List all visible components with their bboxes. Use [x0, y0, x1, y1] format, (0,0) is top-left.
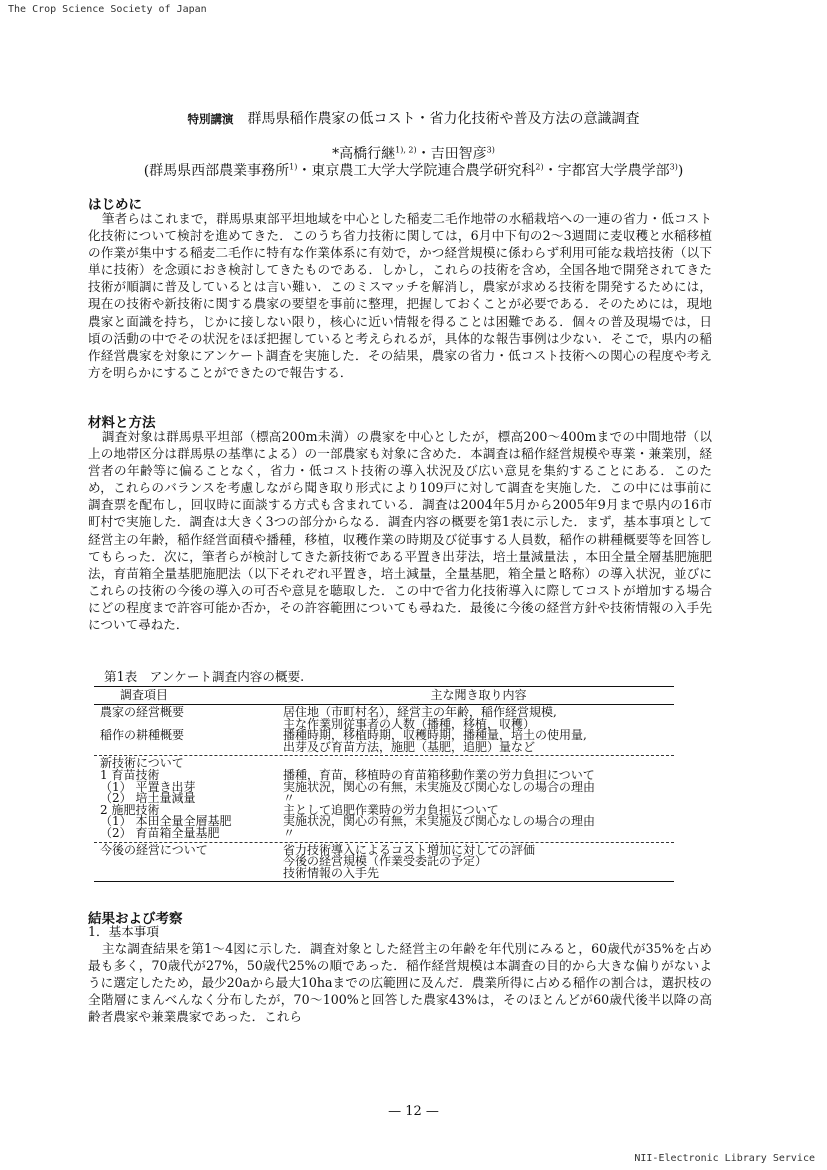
table-bottom-rule	[94, 881, 674, 882]
table-cell-content: 主な作業別従事者の人数（播種，移植，収穫）	[283, 716, 536, 731]
author-2-affil-sup: 3)	[486, 145, 495, 155]
results-heading: 結果および考察	[88, 911, 183, 927]
table-cell-content: 出芽及び育苗方法，施肥（基肥，追肥）量など	[283, 739, 536, 754]
table-col1-header: 調査項目	[120, 688, 169, 702]
methods-paragraph: 調査対象は群馬県平坦部（標高200m未満）の農家を中心としたが，標高200～400mまでの中間地帯（以上の地帯区分は群馬県の基準による）の一部農家も対象に含めた．本調査は稲作経営規模や専業・兼業別，経営者の年齢等に偏ることなく，省力・低コスト技術の導入状況及び広い意見を集約することにある．このため，これらのバランスを考慮しながら聞き取り形式により109戸に対して調査を実施した．この中には事前に調査票を配布し，回収時に面談する方式も含まれている．調査は2004年5月から2005年9月まで県内の16市町村で実施した．調査は大きく3つの部分からなる．調査内容の概要を第1表に示した．まず，基本事項として経営主の年齢，稲作経営面積や播種，移植，収穫作業の時期及び従事する人員数，稲作の耕種概要等を回答してもらった．次に，筆者らが検討してきた新技術である平置き出芽法，培土量減量法 ，本田全量全層基肥施肥法，育苗箱全量基肥施肥法（以下それぞれ平置き，培土減量，全量基肥，箱全量と略称）の導入状況，並びにこれらの技術の今後の導入の可否や意見を聴取した．この中で省力化技術導入に際してコストが増加する場合にどの程度まで許容可能か否か，その許容範囲についても尋ねた．最後に今後の経営方針や技術情報の入手先について尋ねた．	[88, 429, 713, 633]
author-1: *高橋行継	[332, 146, 396, 162]
table-cell-item: （1） 平置き出芽	[100, 779, 196, 794]
table-cell-content: 播種，育苗，移植時の育苗箱移動作業の労力負担について	[283, 767, 595, 782]
affil-part-2: ・東京農工大学大学院連合農学研究科	[297, 163, 536, 179]
table-row	[94, 865, 674, 880]
table-group	[94, 756, 674, 841]
table-cell-item: （2） 育苗箱全量基肥	[100, 825, 220, 840]
results-subheading: 1．基本事項	[88, 924, 159, 939]
table-cell-item	[94, 856, 283, 868]
table-cell-content: 〃	[283, 825, 296, 840]
table-col2-header: 主な聞き取り内容	[430, 688, 527, 702]
table-cell-item: 1 育苗技術	[100, 767, 160, 782]
affil-sup-2: 2)	[535, 162, 544, 172]
affil-part-1: (群馬県西部農業事務所	[143, 163, 290, 179]
paper-title-line	[0, 108, 827, 128]
table-row	[94, 825, 674, 840]
library-footer: NII-Electronic Library Service	[634, 1153, 815, 1164]
table-group	[94, 843, 674, 882]
table-cell-item: 農家の経営概要	[100, 705, 185, 719]
table-cell-content: 実施状況，関心の有無，未実施及び関心なしの場合の理由	[283, 779, 596, 794]
table-cell-item: 今後の経営について	[100, 842, 208, 857]
affil-sup-3: 3)	[669, 162, 678, 172]
table-cell-item: （2） 培土量減量	[100, 791, 196, 806]
table-cell-content: 〃	[283, 791, 296, 806]
table-cell-item: 稲作の耕種概要	[100, 728, 185, 743]
affil-part-4: )	[677, 163, 684, 179]
results-paragraph: 主な調査結果を第1～4図に示した．調査対象とした経営主の年齢を年代別にみると，60歳代が35%を占め最も多く，70歳代が27%，50歳代25%の順であった．稲作経営規模は本調査の目的から大きな偏りがないように選定したため，最少20aから最大10haまでの広範囲に及んだ．農業所得に占める稲作の割合は，選択枝の全階層にまんべんなく分布したが，70～100%と回答した農家43%は，そのほとんどが60歳代後半以降の高齢者農家や兼業農家であった．これら	[88, 941, 712, 1025]
methods-heading: 材料と方法	[88, 415, 156, 431]
table-cell-content: 今後の経営規模（作業受委託の予定）	[283, 854, 488, 869]
table-cell-item	[94, 868, 283, 880]
table-cell-content: 主として追肥作業時の労力負担について	[283, 802, 499, 817]
affil-sup-1: 1)	[289, 162, 298, 172]
intro-heading: はじめに	[88, 197, 142, 213]
lecture-tag: 特別講演	[187, 112, 234, 126]
table-cell-content: 技術情報の入手先	[283, 865, 380, 880]
table-cell-content: 実施状況，関心の有無，未実施及び関心なしの場合の理由	[283, 814, 596, 829]
table-cell-item: （1） 本田全量全層基肥	[100, 814, 232, 829]
intro-paragraph: 筆者らはこれまで，群馬県東部平坦地域を中心とした稲麦二毛作地帯の水稲栽培への一連の省力・低コスト化技術について検討を進めてきた．このうち省力技術に関しては，6月中下旬の2～3週間に麦収穫と水稲移植の作業が集中する稲麦二毛作に特有な作業体系に有効で，かつ経営規模に係わらず利用可能な栽培技術（以下単に技術）を念頭におき検討してきたものである．しかし，これらの技術を含め，全国各地で開発されてきた技術が順調に普及しているとは言い難い．このミスマッチを解消し，農家が求める技術を開発するためには，現在の技術や新技術に関する農家の要望を事前に整理，把握しておくことが必要である．そのためには，現地農家と面識を持ち，じかに接しない限り，核心に近い情報を得ることは困難である．個々の普及現場では，日頃の活動の中でその状況をほぼ把握していると考えられるが，具体的な報告事例は少ない．そこで，県内の稲作経営農家を対象にアンケート調査を実施した．その結果，農家の省力・低コスト技術への関心の程度や考え方を明らかにすることができたので報告する．	[88, 211, 712, 380]
table-cell-content: 省力技術導入によるコスト増加に対しての評価	[283, 842, 536, 857]
affiliation-line	[0, 160, 827, 180]
table-cell-content: 播種時期，移植時期，収穫時期，播種量，培土の使用量,	[283, 728, 587, 743]
table-body	[94, 705, 674, 881]
author-2: ・吉田智彦	[416, 146, 487, 162]
table-header-row	[94, 687, 674, 704]
survey-table	[94, 686, 674, 882]
page-number: — 12 —	[388, 1104, 439, 1119]
table-row	[94, 856, 674, 868]
paper-title: 群馬県稲作農家の低コスト・省力化技術や普及方法の意識調査	[247, 111, 640, 127]
affil-part-3: ・宇都宮大学農学部	[543, 163, 670, 179]
table-cell-item: 2 施肥技術	[100, 802, 160, 817]
table-cell-item	[94, 742, 283, 754]
table-cell-item: 新技術について	[100, 756, 184, 771]
table-group	[94, 705, 674, 755]
table-cell-content: 居住地（市町村名），経営主の年齢，稲作経営規模,	[283, 705, 557, 719]
journal-header: The Crop Science Society of Japan	[8, 4, 207, 15]
table-row	[94, 739, 674, 754]
table-caption: 第1表 アンケート調査内容の概要.	[104, 669, 305, 684]
author-1-affil-sup: 1), 2)	[395, 145, 417, 155]
